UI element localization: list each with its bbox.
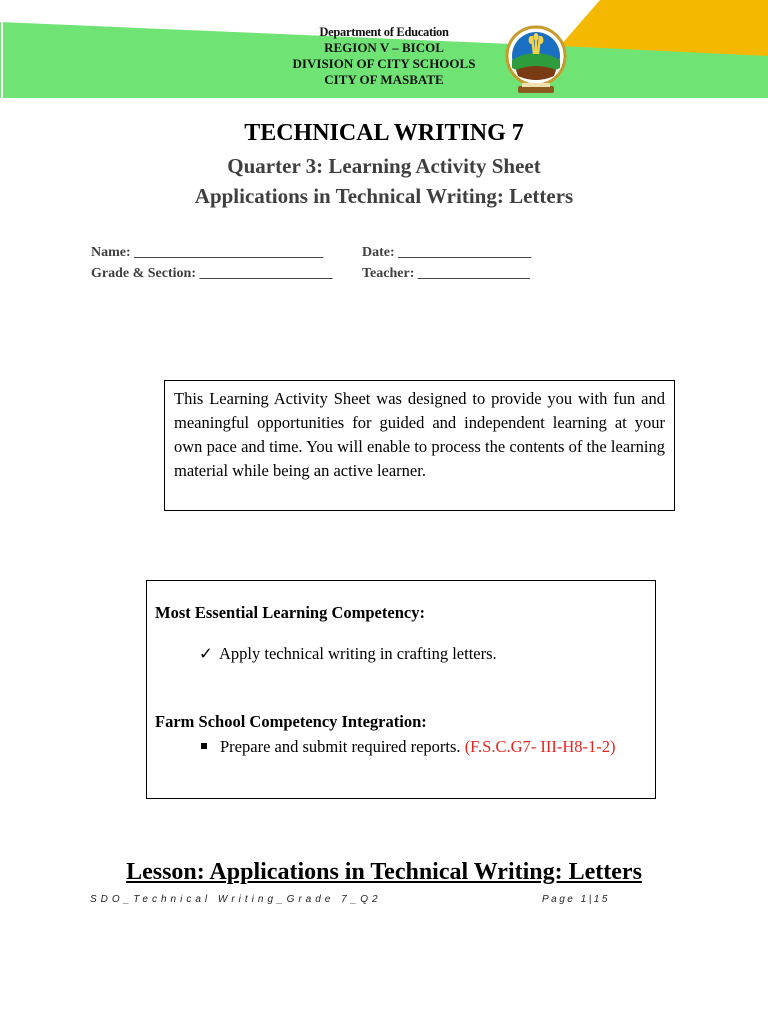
division-name: DIVISION OF CITY SCHOOLS [292,56,476,71]
competency-box [146,580,656,799]
melc-heading: Most Essential Learning Competency: [155,603,425,622]
school-seal-icon [504,24,568,98]
teacher-field[interactable]: Teacher: ________________ [362,266,530,281]
date-field[interactable]: Date: ___________________ [362,245,532,260]
footer-page-number: Page 1|15 [542,894,610,905]
document-title: TECHNICAL WRITING 7 [244,120,524,146]
subject-subtitle: Applications in Technical Writing: Letters [194,184,574,208]
region-name: REGION V – BICOL [324,40,444,55]
header-text [254,24,514,88]
melc-item [199,644,497,664]
intro-text: This Learning Activity Sheet was designed to provide you with fun and meaningful opportunities for guided and independent learning at your own pace and time. You will enable to process the contents of the learning material while being an active learner. [174,389,665,480]
square-bullet-icon [201,743,207,749]
farm-item [199,737,616,757]
city-name: CITY OF MASBATE [324,72,444,87]
melc-item-text: Apply technical writing in crafting letters. [219,644,497,663]
checkmark-icon: ✓ [199,644,213,663]
intro-box [164,380,675,511]
lesson-title: Lesson: Applications in Technical Writing: Letters [126,859,642,885]
quarter-subtitle: Quarter 3: Learning Activity Sheet [227,154,541,178]
document-header [0,0,768,98]
farm-competency-code: (F.S.C.G7- III-H8-1-2) [464,737,616,756]
farm-item-text: Prepare and submit required reports. [220,737,465,756]
grade-section-field[interactable]: Grade & Section: ___________________ [91,266,333,281]
farm-heading: Farm School Competency Integration: [155,712,427,731]
department-name: Department of Education [319,25,449,39]
footer-document-id: SDO_Technical Writing_Grade 7_Q2 [90,894,382,905]
name-field[interactable]: Name: ___________________________ [91,245,324,260]
